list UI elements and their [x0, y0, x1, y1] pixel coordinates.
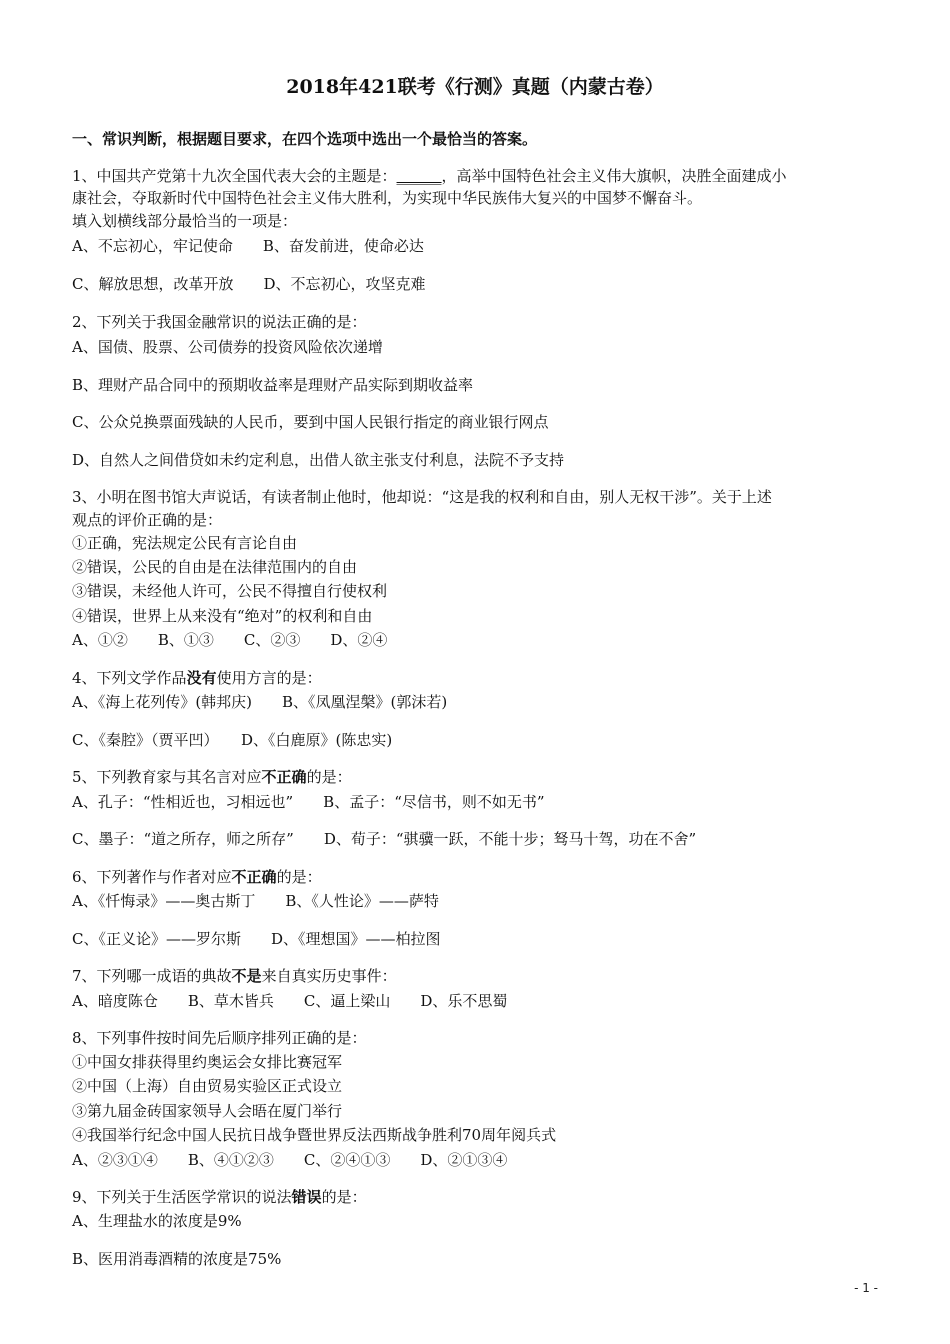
q2-option-a: A、国债、股票、公司债券的投资风险依次递增 — [72, 338, 383, 356]
q9-stem: 9、下列关于生活医学常识的说法错误的是： — [72, 1188, 367, 1206]
q4-emphasis: 没有 — [186, 669, 217, 687]
q2-option-b: B、理财产品合同中的预期收益率是理财产品实际到期收益率 — [72, 376, 474, 394]
q5-options-ab: A、孔子：“性相近也，习相远也” B、孟子：“尽信书，则不如无书” — [72, 793, 545, 811]
q4-options-ab: A、《海上花列传》(韩邦庆) B、《凤凰涅槃》(郭沫若) — [72, 693, 448, 711]
q7-stem: 7、下列哪一成语的典故不是来自真实历史事件： — [72, 967, 397, 985]
q8-event-1: ①中国女排获得里约奥运会女排比赛冠军 — [72, 1053, 343, 1071]
q8-options: A、②③①④ B、④①②③ C、②④①③ D、②①③④ — [72, 1151, 508, 1169]
q1-instruction: 填入划横线部分最恰当的一项是： — [72, 212, 298, 230]
page-number: - 1 - — [854, 1281, 878, 1295]
q1-options-ab: A、不忘初心，牢记使命 B、奋发前进，使命必达 — [72, 237, 424, 255]
q9-option-a: A、生理盐水的浓度是9% — [72, 1212, 242, 1230]
q2-stem: 2、下列关于我国金融常识的说法正确的是： — [72, 313, 367, 331]
q8-event-2: ②中国（上海）自由贸易实验区正式设立 — [72, 1077, 343, 1095]
page-title: 2018年421联考《行测》真题（内蒙古卷） — [286, 76, 664, 98]
q3-statement-2: ②错误，公民的自由是在法律范围内的自由 — [72, 558, 358, 576]
q1-stem-line1: 1、中国共产党第十九次全国代表大会的主题是：______，高举中国特色社会主义伟大旗帜，决胜全面建成小 — [72, 167, 787, 185]
q3-options: A、①② B、①③ C、②③ D、②④ — [72, 631, 388, 649]
q3-statement-4: ④错误，世界上从来没有“绝对”的权利和自由 — [72, 607, 373, 625]
q6-options-ab: A、《忏悔录》——奥古斯丁 B、《人性论》——萨特 — [72, 892, 439, 910]
q6-options-cd: C、《正义论》——罗尔斯 D、《理想国》——柏拉图 — [72, 930, 441, 948]
q4-stem: 4、下列文学作品没有使用方言的是： — [72, 669, 322, 687]
q2-option-d: D、自然人之间借贷如未约定利息，出借人欲主张支付利息，法院不予支持 — [72, 451, 565, 469]
q6-emphasis: 不正确 — [231, 868, 277, 886]
q5-stem: 5、下列教育家与其名言对应不正确的是： — [72, 768, 352, 786]
q7-emphasis: 不是 — [231, 967, 262, 985]
q8-event-3: ③第九届金砖国家领导人会晤在厦门举行 — [72, 1102, 343, 1120]
q1-blank: ______ — [396, 167, 442, 185]
q2-option-c: C、公众兑换票面残缺的人民币，要到中国人民银行指定的商业银行网点 — [72, 413, 549, 431]
q8-stem: 8、下列事件按时间先后顺序排列正确的是： — [72, 1029, 367, 1047]
q8-event-4: ④我国举行纪念中国人民抗日战争暨世界反法西斯战争胜利70周年阅兵式 — [72, 1126, 557, 1144]
q3-statement-3: ③错误，未经他人许可，公民不得擅自行使权利 — [72, 582, 388, 600]
q9-option-b: B、医用消毒酒精的浓度是75% — [72, 1250, 282, 1268]
q5-emphasis: 不正确 — [261, 768, 307, 786]
q4-options-cd: C、《秦腔》（贾平凹） D、《白鹿原》(陈忠实) — [72, 731, 393, 749]
q5-options-cd: C、墨子：“道之所存，师之所存” D、荀子：“骐骥一跃，不能十步；驽马十驾，功在不舍” — [72, 830, 697, 848]
q3-stem-line1: 3、小明在图书馆大声说话，有读者制止他时，他却说：“这是我的权利和自由，别人无权干涉”。关于上述 — [72, 488, 772, 506]
q3-stem-line2: 观点的评价正确的是： — [72, 511, 223, 529]
q1-stem-line2: 康社会，夺取新时代中国特色社会主义伟大胜利，为实现中华民族伟大复兴的中国梦不懈奋斗。 — [72, 189, 703, 207]
q9-emphasis: 错误 — [291, 1188, 322, 1206]
q6-stem: 6、下列著作与作者对应不正确的是： — [72, 868, 322, 886]
q7-options: A、暗度陈仓 B、草木皆兵 C、逼上梁山 D、乐不思蜀 — [72, 992, 508, 1010]
section-heading: 一、常识判断，根据题目要求，在四个选项中选出一个最恰当的答案。 — [72, 130, 538, 148]
q1-options-cd: C、解放思想，改革开放 D、不忘初心，攻坚克难 — [72, 275, 426, 293]
q3-statement-1: ①正确，宪法规定公民有言论自由 — [72, 534, 298, 552]
